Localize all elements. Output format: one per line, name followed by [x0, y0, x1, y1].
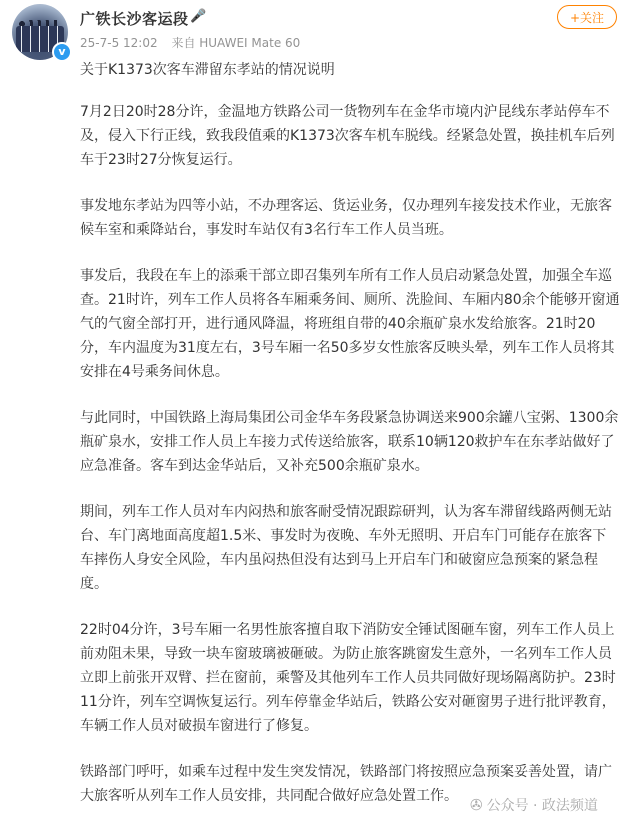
post-paragraph: 期间，列车工作人员对车内闷热和旅客耐受情况跟踪研判，认为客车滞留线路两侧无站台、车门离地面高度超1.5米、事发时为夜晚、车外无照明、开启车门可能存在旅客下车摔伤人身安全风险，车内虽闷热但没有达到马上开启车门和破窗应急预案的紧急程度。: [80, 504, 612, 592]
wechat-icon: ✇: [470, 796, 483, 814]
post-paragraph: 22时04分许，3号车厢一名男性旅客擅自取下消防安全锤试图砸车窗，列车工作人员上前劝阻未果，导致一块车窗玻璃被砸破。为防止旅客跳窗发生意外，一名列车工作人员立即上前张开双臂、拦在窗前，乘警及其他列车工作人员共同做好现场隔离防护。23时11分许，列车空调恢复运行。列车停靠金华站后，铁路公安对砸窗男子进行批评教育，车辆工作人员对破损车窗进行了修复。: [80, 622, 616, 734]
post-meta: [80, 34, 300, 51]
post-title: 关于K1373次客车滞留东孝站的情况说明: [80, 62, 335, 78]
post-date: 25-7-5 12:02: [80, 36, 158, 50]
post-paragraph: 事发地东孝站为四等小站，不办理客运、货运业务，仅办理列车接发技术作业，无旅客候车室和乘降站台，事发时车站仅有3名行车工作人员当班。: [80, 198, 612, 238]
post-paragraph: 7月2日20时28分许，金温地方铁路公司一货物列车在金华市境内沪昆线东孝站停车不及，侵入下行正线，致我段值乘的K1373次客车机车脱线。经紧急处置，换挂机车后列车于23时27分恢复运行。: [80, 104, 615, 168]
microphone-badge-icon: 🎤: [190, 9, 207, 24]
post-paragraph: 铁路部门呼吁，如乘车过程中发生突发情况，铁路部门将按照应急预案妥善处置，请广大旅客听从列车工作人员安排，共同配合做好应急处置工作。: [80, 764, 612, 804]
follow-button[interactable]: +关注: [557, 5, 617, 29]
username[interactable]: 广铁长沙客运段: [80, 10, 189, 28]
verified-icon: v: [52, 42, 72, 62]
post-paragraph: 与此同时，中国铁路上海局集团公司金华车务段紧急协调送来900余罐八宝粥、1300余瓶矿泉水，安排工作人员上车接力式传送给旅客，联系10辆120救护车在东孝站做好了应急准备。客车到达金华站后，又补充500余瓶矿泉水。: [80, 410, 619, 474]
post-header: [0, 0, 627, 64]
post-content: [80, 58, 620, 830]
watermark-text: 公众号 · 政法频道: [486, 798, 598, 814]
watermark: [470, 795, 598, 815]
post-paragraph: 事发后，我段在车上的添乘干部立即召集列车所有工作人员启动紧急处置，加强全车巡查。21时许，列车工作人员将各车厢乘务间、厕所、洗脸间、车厢内80余个能够开窗通气的气窗全部打开，进行通风降温，将班组自带的40余瓶矿泉水发给旅客。21时20分，车内温度为31度左右，3号车厢一名50多岁女性旅客反映头晕，列车工作人员将其安排在4号乘务间休息。: [80, 268, 620, 380]
post-source: 来自 HUAWEI Mate 60: [171, 36, 301, 50]
